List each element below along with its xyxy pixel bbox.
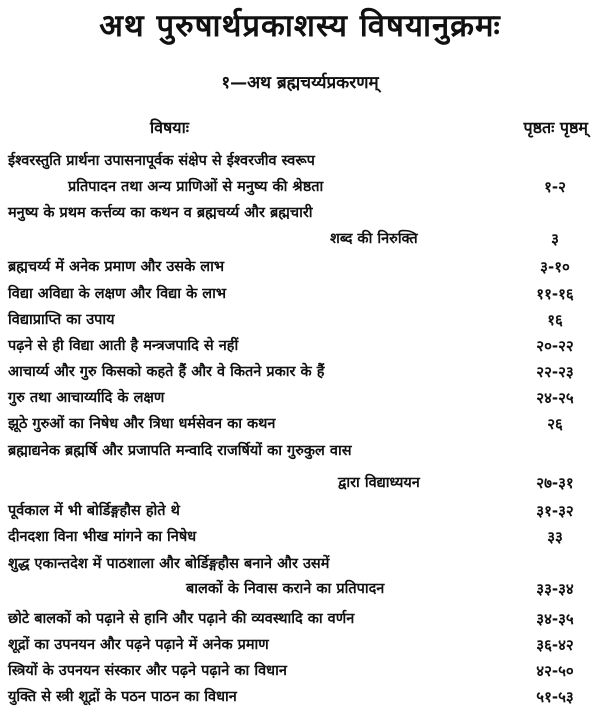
column-header-page: पृष्ठतः पृष्ठम् bbox=[523, 118, 588, 137]
toc-row bbox=[0, 176, 600, 200]
entry-page: ३३ bbox=[547, 528, 563, 546]
entry-text: युक्ति से स्त्री शूद्रों के पठन पाठन का विधान bbox=[8, 689, 237, 705]
toc-row bbox=[0, 256, 600, 280]
entry-text-continued: द्वारा विद्याध्ययन bbox=[338, 475, 420, 491]
entry-text: मनुष्य के प्रथम कर्त्तव्य का कथन व ब्रह्मचर्य्य और ब्रह्मचारी bbox=[8, 205, 313, 221]
toc-row bbox=[0, 309, 600, 333]
entry-text: शूद्रों का उपनयन और पढ़ने पढ़ाने में अनेक प्रमाण bbox=[8, 637, 269, 653]
entry-text: ब्रह्माद्यनेक ब्रह्मर्षि और प्रजापति मन्वादि राजर्षियों का गुरुकुल वास bbox=[8, 443, 352, 459]
toc-row bbox=[0, 413, 600, 437]
toc-row bbox=[0, 526, 600, 550]
entry-page: ३६-४२ bbox=[536, 636, 574, 654]
entry-page: ११-१६ bbox=[536, 285, 574, 303]
entry-page: ४२-५० bbox=[536, 662, 574, 680]
toc-row bbox=[0, 686, 600, 710]
entry-page: ३-१० bbox=[540, 258, 570, 276]
entry-page: ५१-५३ bbox=[536, 688, 574, 706]
entry-page: ३१-३२ bbox=[536, 502, 574, 520]
toc-row bbox=[0, 660, 600, 684]
entry-page: ३ bbox=[551, 230, 559, 248]
entry-text: छोटे बालकों को पढ़ाने से हानि और पढ़ाने की व्यवस्थादि का वर्णन bbox=[8, 611, 355, 627]
toc-row bbox=[0, 335, 600, 359]
entry-page: २०-२२ bbox=[536, 337, 574, 355]
entry-text: पूर्वकाल में भी बोर्डिङ्गहौस होते थे bbox=[8, 503, 180, 519]
entry-page: २६ bbox=[547, 415, 563, 433]
entry-page: १-२ bbox=[544, 178, 566, 196]
entry-text: ब्रह्मचर्य्य में अनेक प्रमाण और उसके लाभ bbox=[8, 259, 225, 275]
entry-page: ३४-३५ bbox=[536, 610, 574, 628]
toc-row bbox=[0, 608, 600, 632]
entry-text: पढ़ने से ही विद्या आती है मन्त्रजपादि से नहीं bbox=[8, 338, 239, 354]
entry-page: १६ bbox=[547, 311, 563, 329]
column-header-subject: विषयाः bbox=[150, 118, 189, 137]
entry-page: २७-३१ bbox=[536, 474, 574, 492]
entry-text: विद्याप्राप्ति का उपाय bbox=[8, 312, 115, 328]
entry-page: २२-२३ bbox=[536, 363, 574, 381]
toc-row bbox=[0, 387, 600, 411]
toc-row bbox=[0, 228, 600, 252]
page-title: अथ पुरुषार्थप्रकाशस्य विषयानुक्रमः bbox=[99, 8, 501, 44]
entry-text-continued: बालकों के निवास कराने का प्रतिपादन bbox=[186, 581, 385, 597]
entry-text: गुरु तथा आचार्य्यादि के लक्षण bbox=[8, 390, 165, 406]
entry-text: शुद्ध एकान्तदेश में पाठशाला और बोर्डिङ्गहौस बनाने और उसमें bbox=[8, 556, 330, 572]
section-heading: १—अथ ब्रह्मचर्य्यप्रकरणम् bbox=[221, 73, 379, 93]
toc-row bbox=[0, 634, 600, 658]
entry-text: दीनदशा विना भीख मांगने का निषेध bbox=[8, 529, 197, 545]
toc-row bbox=[0, 283, 600, 307]
entry-text: स्त्रियों के उपनयन संस्कार और पढ़ने पढ़ाने का विधान bbox=[8, 663, 287, 679]
entry-page: २४-२५ bbox=[536, 389, 574, 407]
entry-text: ईश्वरस्तुति प्रार्थना उपासनापूर्वक संक्षेप से ईश्वरजीव स्वरूप bbox=[8, 153, 315, 169]
toc-row bbox=[0, 440, 600, 464]
toc-row bbox=[0, 361, 600, 385]
entry-text: विद्या अविद्या के लक्षण और विद्या के लाभ bbox=[8, 286, 227, 302]
entry-text: आचार्य्य और गुरु किसको कहते हैं और वे कितने प्रकार के हैं bbox=[8, 364, 325, 380]
entry-page: ३३-३४ bbox=[536, 580, 574, 598]
toc-row bbox=[0, 472, 600, 496]
toc-row bbox=[0, 202, 600, 226]
toc-row bbox=[0, 150, 600, 174]
toc-row bbox=[0, 553, 600, 577]
entry-text: झूठे गुरुओं का निषेध और त्रिधा धर्मसेवन का कथन bbox=[8, 416, 276, 432]
entry-text-continued: प्रतिपादन तथा अन्य प्राणिओं से मनुष्य की श्रेष्ठता bbox=[68, 179, 324, 195]
entry-text-continued: शब्द की निरुक्ति bbox=[330, 231, 418, 247]
toc-row bbox=[0, 500, 600, 524]
toc-row bbox=[0, 578, 600, 602]
